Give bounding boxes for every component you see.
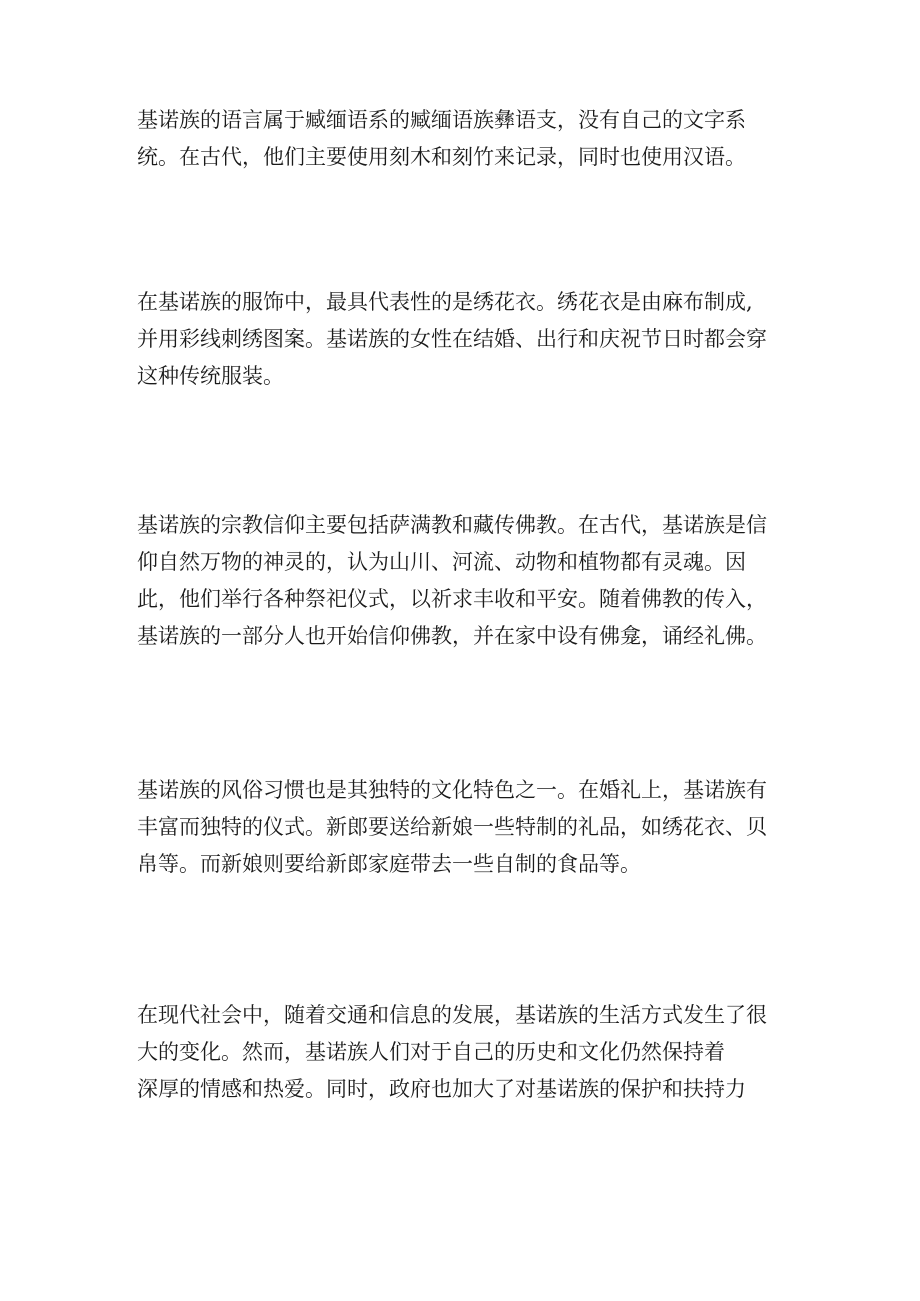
text-line: 基诺族的宗教信仰主要包括萨满教和藏传佛教。在古代，基诺族是信 <box>137 513 767 537</box>
paragraph-modern-society <box>137 997 797 1108</box>
paragraph-religion <box>137 507 797 655</box>
text-line: 在现代社会中，随着交通和信息的发展，基诺族的生活方式发生了很 <box>137 1003 767 1027</box>
text-line: 帛等。而新娘则要给新郎家庭带去一些自制的食品等。 <box>137 852 641 876</box>
text-line: 基诺族的语言属于臧缅语系的臧缅语族彝语支，没有自己的文字系 <box>137 108 746 132</box>
text-line: 此，他们举行各种祭祀仪式，以祈求丰收和平安。随着佛教的传入， <box>137 587 767 611</box>
text-line: 大的变化。然而，基诺族人们对于自己的历史和文化仍然保持着 <box>137 1040 725 1064</box>
text-line: 基诺族的一部分人也开始信仰佛教，并在家中设有佛龛，诵经礼佛。 <box>137 624 767 648</box>
paragraph-customs <box>137 772 797 883</box>
text-line: 并用彩线刺绣图案。基诺族的女性在结婚、出行和庆祝节日时都会穿 <box>137 327 767 351</box>
text-line: 基诺族的风俗习惯也是其独特的文化特色之一。在婚礼上，基诺族有 <box>137 778 767 802</box>
paragraph-language <box>137 102 797 176</box>
text-line: 丰富而独特的仪式。新郎要送给新娘一些特制的礼品，如绣花衣、贝 <box>137 815 767 839</box>
text-line: 统。在古代，他们主要使用刻木和刻竹来记录，同时也使用汉语。 <box>137 145 746 169</box>
paragraph-clothing <box>137 284 797 395</box>
text-line: 深厚的情感和热爱。同时，政府也加大了对基诺族的保护和扶持力 <box>137 1077 746 1101</box>
text-line: 这种传统服装。 <box>137 364 284 388</box>
text-line: 在基诺族的服饰中，最具代表性的是绣花衣。绣花衣是由麻布制成, <box>137 290 753 314</box>
text-line: 仰自然万物的神灵的，认为山川、河流、动物和植物都有灵魂。因 <box>137 550 746 574</box>
